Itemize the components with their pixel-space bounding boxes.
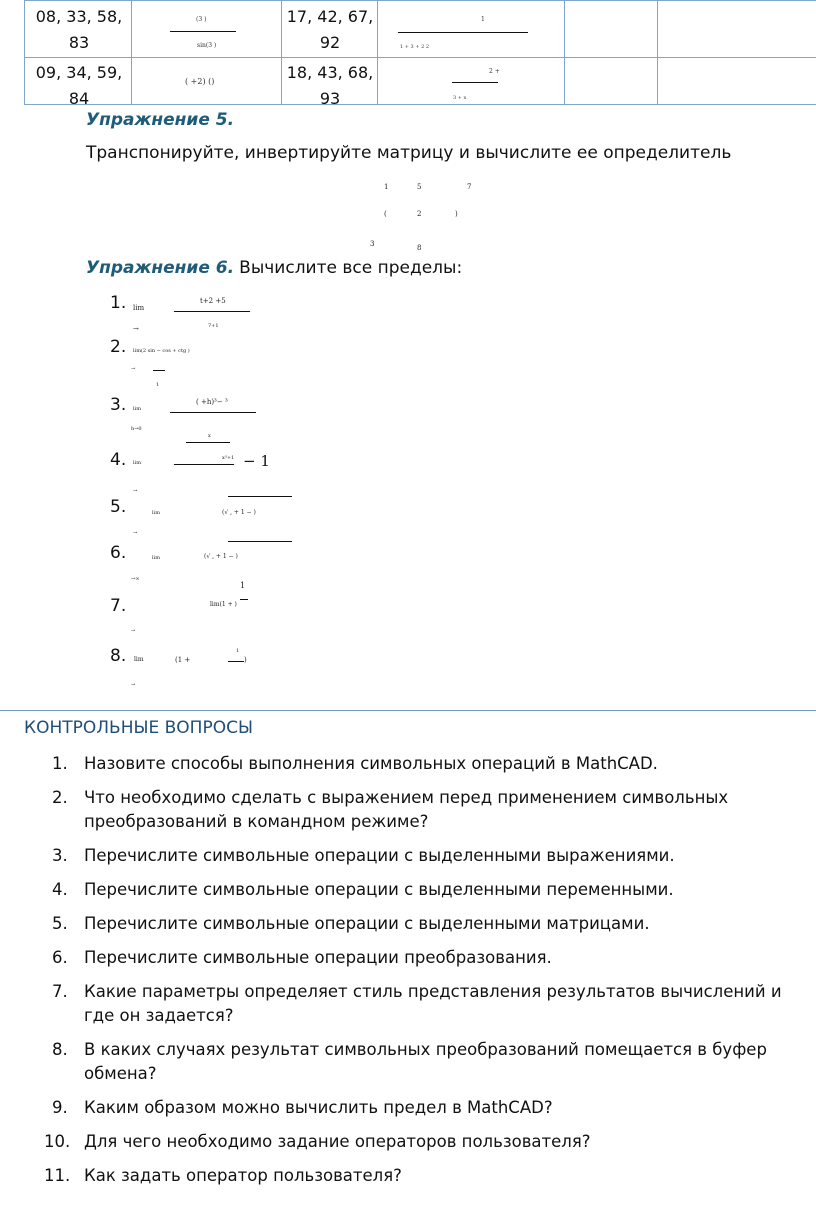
question-item [44, 980, 804, 1028]
limit-tail: − 1 [243, 452, 270, 470]
exercise-6-title: Упражнение 6. [86, 258, 235, 278]
matrix-cell: 1 [384, 183, 389, 191]
sqrt-bar [228, 496, 292, 497]
limit-fraction-num: 1 [236, 648, 240, 654]
formula-denominator: 3 + x [453, 95, 467, 101]
limit-item-number: 6. [110, 543, 127, 563]
limit-subscript: → [131, 628, 136, 634]
table-col-line [657, 0, 658, 105]
limit-numerator: t+2 +5 [200, 297, 226, 305]
limit-item-number: 4. [110, 450, 127, 470]
formula-denominator: 1 + 3 + 2 2 [400, 44, 430, 50]
question-number: 7. [52, 982, 68, 1001]
table-cell-variants: 08, 33, 58, 83 [35, 7, 123, 52]
question-text: Перечислите символьные операции преобразования. [84, 948, 552, 967]
formula-numerator: (3 ) [196, 16, 207, 23]
limit-item-number: 7. [110, 596, 127, 616]
question-item [44, 1130, 804, 1154]
limit-operator: lim [133, 460, 141, 466]
formula-expression: ( +2) () [185, 77, 215, 86]
sqrt-bar [228, 541, 292, 542]
limit-body: (√ , + 1 − ) [222, 509, 256, 516]
question-number: 10. [44, 1132, 71, 1151]
question-number: 11. [44, 1166, 71, 1185]
limit-subscript: → [133, 488, 138, 494]
table-cell-variants: 18, 43, 68, 93 [286, 63, 374, 108]
limit-item-number: 5. [110, 497, 127, 517]
limit-denominator: x [208, 433, 211, 439]
fraction-bar [174, 311, 250, 312]
question-text: Как задать оператор пользователя? [84, 1166, 402, 1185]
limit-fraction: 1 [156, 382, 160, 388]
limit-subscript: → [131, 366, 136, 372]
limit-item-number: 3. [110, 395, 127, 415]
exercise-6-text: Вычислите все пределы: [239, 258, 463, 278]
question-text: Перечислите символьные операции с выделенными выражениями. [84, 846, 675, 865]
question-text: Каким образом можно вычислить предел в MathCAD? [84, 1098, 553, 1117]
question-item [44, 844, 804, 868]
question-text: Какие параметры определяет стиль представления результатов вычислений и где он задается? [84, 982, 782, 1025]
table-col-line [24, 0, 25, 105]
question-item [44, 1038, 804, 1086]
question-text: Назовите способы выполнения символьных операций в MathCAD. [84, 754, 658, 773]
limit-subscript: →∞ [131, 576, 140, 582]
limit-operator: lim [133, 406, 141, 412]
limit-subscript: → [133, 530, 138, 536]
table-cell-variants: 09, 34, 59, 84 [35, 63, 123, 108]
question-item [44, 912, 804, 936]
fraction-bar [174, 464, 234, 465]
fraction-bar [186, 442, 230, 443]
question-item [44, 946, 804, 970]
table-col-line [281, 0, 282, 105]
formula-numerator: 1 [481, 16, 485, 23]
question-text: Для чего необходимо задание операторов пользователя? [84, 1132, 591, 1151]
limit-operator: lim [152, 555, 160, 561]
variants-table [24, 0, 816, 105]
limit-operator: lim [133, 304, 145, 312]
matrix-cell: 2 [417, 210, 422, 218]
fraction-bar [228, 661, 244, 662]
exercise-5-title: Упражнение 5. [86, 110, 235, 130]
limit-operator: lim [152, 510, 160, 516]
question-text: Перечислите символьные операции с выделенными переменными. [84, 880, 674, 899]
limit-body: lim(1 + ) [210, 601, 237, 608]
table-border-top [24, 0, 816, 1]
question-number: 3. [52, 846, 68, 865]
matrix-bracket-right: ) [455, 210, 458, 218]
section-divider [0, 710, 816, 711]
questions-title: КОНТРОЛЬНЫЕ ВОПРОСЫ [24, 718, 253, 738]
matrix-cell: 5 [417, 183, 422, 191]
fraction-bar [153, 370, 165, 371]
question-number: 5. [52, 914, 68, 933]
question-item [44, 878, 804, 902]
question-number: 6. [52, 948, 68, 967]
limit-exponent: 1 [240, 581, 246, 590]
formula-numerator: 2 + [489, 68, 500, 75]
fraction-bar [240, 599, 248, 600]
question-number: 9. [52, 1098, 68, 1117]
exercise-5-text: Транспонируйте, инвертируйте матрицу и вычислите ее определитель [86, 143, 732, 163]
question-item [44, 1096, 804, 1120]
limit-operator: lim [134, 656, 144, 663]
limit-body: (√ , + 1 − ) [204, 553, 238, 560]
question-number: 2. [52, 788, 68, 807]
limit-close: ) [244, 656, 247, 664]
table-col-line [377, 0, 378, 105]
fraction-bar [398, 32, 528, 33]
table-cell-variants: 17, 42, 67, 92 [286, 7, 374, 52]
formula-denominator: sin(3 ) [197, 42, 217, 49]
limit-expression: lim(2 sin − cos + ctg ) [133, 348, 190, 354]
question-number: 1. [52, 754, 68, 773]
questions-list [44, 752, 804, 1188]
table-col-line [131, 0, 132, 105]
question-text: В каких случаях результат символьных преобразований помещается в буфер обмена? [84, 1040, 767, 1083]
table-row-divider [24, 57, 816, 58]
limit-item-number: 1. [110, 293, 127, 313]
limit-numerator: ( +h)³− ³ [196, 398, 228, 406]
limit-numerator: x³+1 [222, 455, 235, 461]
matrix-cell: 7 [467, 183, 472, 191]
exercise-6-heading [86, 258, 462, 278]
question-number: 4. [52, 880, 68, 899]
limit-denominator: 7+1 [208, 323, 219, 329]
question-number: 8. [52, 1040, 68, 1059]
limit-subscript: h→0 [131, 426, 142, 432]
question-item [44, 1164, 804, 1188]
matrix-cell: 8 [417, 244, 422, 252]
fraction-bar [452, 82, 498, 83]
question-text: Перечислите символьные операции с выделенными матрицами. [84, 914, 650, 933]
table-col-line [564, 0, 565, 105]
fraction-bar [170, 31, 236, 32]
limit-body: (1 + [175, 656, 191, 664]
question-text: Что необходимо сделать с выражением перед применением символьных преобразований в командном режиме? [84, 788, 729, 831]
question-item [44, 752, 804, 776]
question-item [44, 786, 804, 834]
table-border-bottom [24, 104, 816, 105]
limit-item-number: 8. [110, 646, 127, 666]
limit-item-number: 2. [110, 337, 127, 357]
fraction-bar [170, 412, 256, 413]
limit-subscript: → [133, 325, 139, 333]
matrix-cell: 3 [370, 240, 375, 248]
matrix-bracket-left: ( [384, 210, 387, 218]
limit-subscript: → [131, 682, 136, 688]
